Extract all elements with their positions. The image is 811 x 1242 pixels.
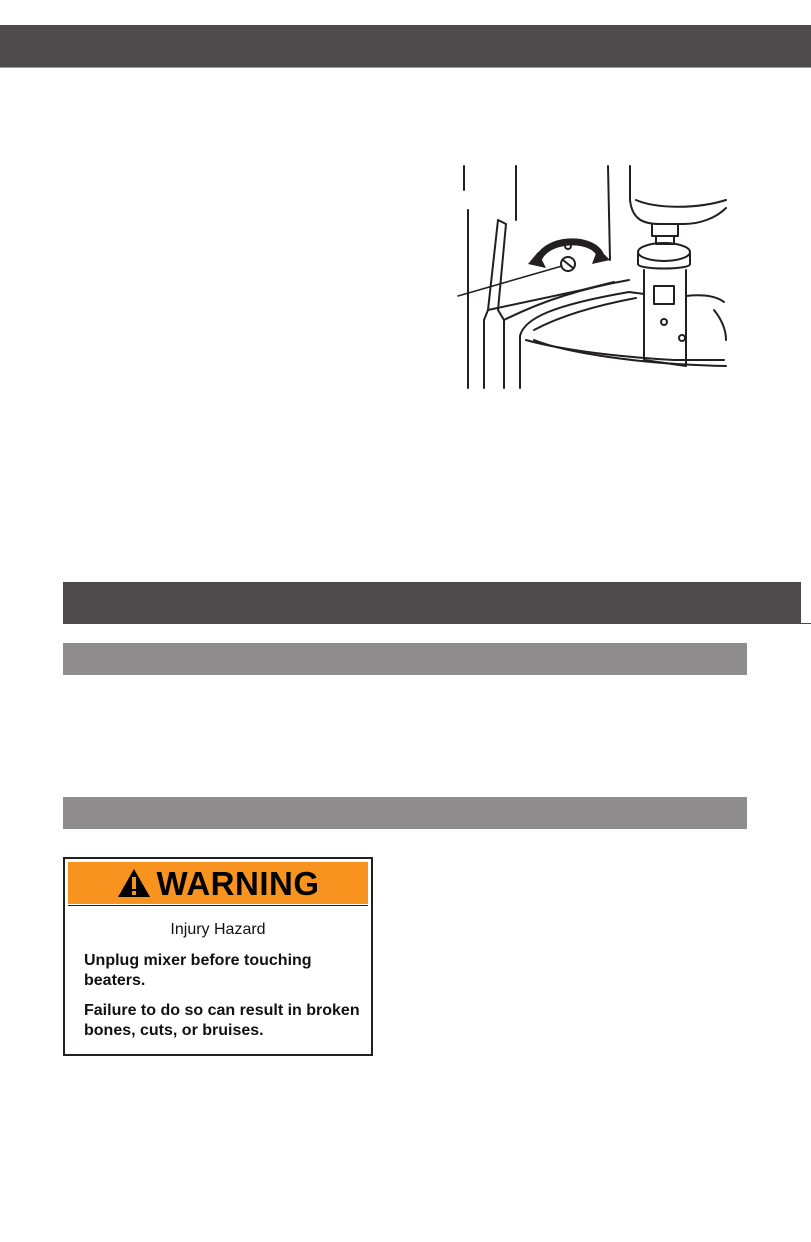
header-divider [0, 67, 811, 68]
warning-instruction: Unplug mixer before touching beaters. [84, 952, 312, 989]
warning-triangle-icon [117, 868, 151, 898]
warning-label [63, 857, 373, 1056]
warning-divider [68, 905, 368, 906]
header-bar [0, 25, 811, 67]
section-bar [63, 582, 801, 624]
section-bar-rule [801, 623, 811, 624]
mixer-bowl-adjustment-illustration [454, 160, 730, 392]
warning-header [68, 862, 368, 904]
warning-signal-word: WARNING [156, 864, 320, 902]
hazard-title: Injury Hazard [170, 921, 266, 938]
subsection-bar-second [63, 797, 747, 829]
subsection-bar-first [63, 643, 747, 675]
warning-consequence: Failure to do so can result in broken bones, cuts, or bruises. [84, 1002, 360, 1039]
